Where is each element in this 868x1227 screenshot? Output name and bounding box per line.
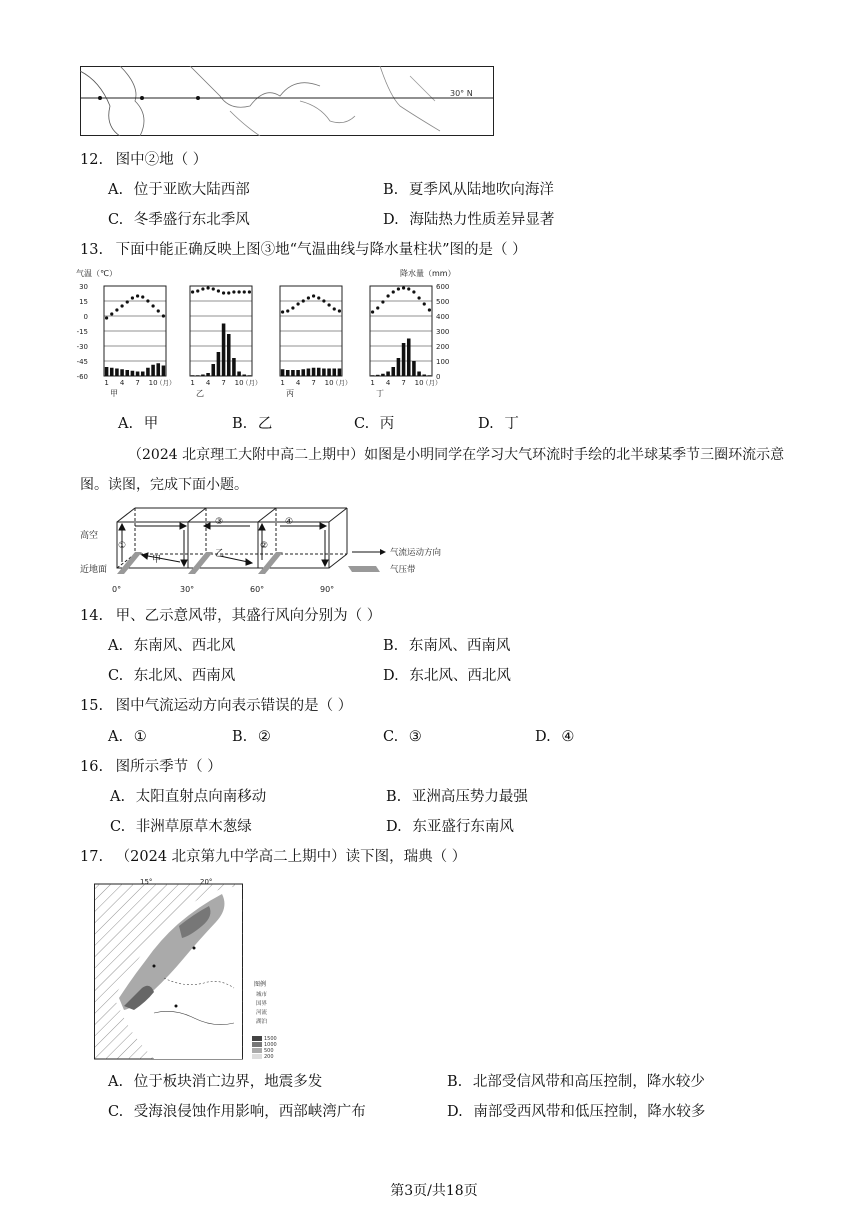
month-tick: 4 — [295, 379, 301, 387]
question-number: 17. — [80, 849, 104, 865]
temp-point — [146, 299, 149, 302]
precip-bar — [248, 375, 252, 376]
q14-option-a[interactable]: A. 东南风、西北风 — [108, 638, 236, 654]
question-13 — [80, 240, 527, 260]
precip-bar — [291, 370, 295, 376]
q16-option-c[interactable]: C. 非洲草原草木葱绿 — [110, 819, 252, 835]
temp-point — [232, 290, 235, 293]
question-number: 12. — [80, 152, 104, 168]
precip-bar — [222, 324, 226, 377]
precip-bar — [156, 363, 160, 376]
q17-option-d[interactable]: D. 南部受西风带和低压控制，降水较多 — [447, 1104, 706, 1120]
precip-bar — [301, 369, 305, 376]
temp-point — [327, 303, 330, 306]
month-tick: 4 — [385, 379, 391, 387]
temp-point — [162, 314, 165, 317]
precip-bar — [296, 370, 300, 376]
temp-point — [115, 308, 118, 311]
panel-name: 乙 — [196, 389, 204, 398]
legend-pressure-belt: 气压带 — [390, 565, 416, 575]
question-stem: 甲、乙示意风带，其盛行风向分别为（ ） — [115, 608, 382, 624]
legend-elev-3: 200 — [264, 1054, 274, 1060]
cell-label-4: ④ — [285, 517, 294, 527]
precip-bar — [211, 364, 215, 376]
precip-bar — [141, 372, 145, 377]
temp-tick: -30 — [76, 343, 88, 351]
latitude-label: 30° N — [450, 89, 473, 98]
question-17 — [80, 847, 466, 867]
temp-tick: -15 — [76, 328, 88, 336]
precip-bar — [386, 372, 390, 377]
month-tick: 7 — [401, 379, 406, 387]
q17-option-c[interactable]: C. 受海浪侵蚀作用影响，西部峡湾广布 — [108, 1104, 366, 1120]
temp-point — [136, 294, 139, 297]
precip-bar — [281, 369, 285, 376]
temp-point — [286, 309, 289, 312]
precip-bar — [286, 370, 290, 376]
precip-tick: 600 — [436, 283, 450, 291]
temp-point — [322, 299, 325, 302]
question-number: 13. — [80, 242, 104, 258]
q15-option-d[interactable]: D. ④ — [535, 729, 575, 745]
surface-label: 近地面 — [80, 565, 108, 575]
temp-point — [386, 294, 389, 297]
legend-elev-1: 1000 — [264, 1042, 277, 1048]
lat-label-60: 60° — [250, 585, 265, 594]
precip-bar — [120, 369, 124, 376]
precip-bar — [317, 368, 321, 376]
precip-bar — [322, 369, 326, 377]
temp-point — [201, 287, 204, 290]
temp-point — [423, 302, 426, 305]
precip-bar — [201, 375, 205, 377]
map-legend — [252, 980, 277, 1060]
question-stem: （2024 北京第九中学高二上期中）读下图，瑞典（ ） — [115, 849, 467, 865]
temp-point — [212, 287, 215, 290]
q14-option-c[interactable]: C. 东北风、西南风 — [108, 668, 236, 684]
temp-point — [392, 290, 395, 293]
legend-elev-0: 1500 — [264, 1036, 277, 1042]
temp-point — [131, 296, 134, 299]
legend-item-0: 城市 — [256, 992, 268, 998]
precip-bar — [397, 358, 401, 376]
passage-intro: （2024 北京理工大附中高二上期中）如图是小明同学在学习大气环流时手绘的北半球某季节三圈环流示意图。读图，完成下面小题。 — [80, 447, 785, 493]
precip-bar — [422, 375, 426, 377]
temp-point — [157, 309, 160, 312]
question-15 — [80, 696, 352, 716]
q17-option-a[interactable]: A. 位于板块消亡边界，地震多发 — [108, 1074, 323, 1090]
page-footer: 第3页/共18页 — [390, 1183, 478, 1199]
month-tick: 10 — [234, 379, 244, 387]
precip-bar — [105, 367, 109, 376]
lon-label-15: 15° — [140, 878, 153, 886]
temp-point — [317, 296, 320, 299]
belt-label-jia: 甲 — [152, 555, 162, 565]
precip-bar — [412, 361, 416, 376]
precip-bar — [110, 368, 114, 376]
cell-label-1: ① — [118, 541, 127, 551]
temp-point — [248, 290, 251, 293]
temp-point — [371, 310, 374, 313]
temp-tick: -45 — [76, 358, 88, 366]
precip-bar — [162, 366, 166, 377]
month-unit: （月） — [242, 379, 262, 387]
q14-option-b[interactable]: B. 东南风、西南风 — [383, 638, 511, 654]
temp-point — [281, 310, 284, 313]
lon-label-20: 20° — [200, 878, 213, 886]
month-unit: （月） — [156, 379, 176, 387]
precip-bar — [332, 369, 336, 377]
q15-option-b[interactable]: B. ② — [232, 729, 271, 745]
precip-bar — [391, 367, 395, 376]
precip-tick: 300 — [436, 328, 450, 336]
temp-point — [191, 290, 194, 293]
world-map-fragment — [80, 66, 494, 136]
temp-point — [110, 312, 113, 315]
q16-option-d[interactable]: D. 东亚盛行东南风 — [386, 819, 514, 835]
legend-item-3: 湖泊 — [256, 1019, 268, 1025]
question-number: 15. — [80, 698, 104, 714]
month-tick: 10 — [414, 379, 424, 387]
temp-point — [227, 291, 230, 294]
temp-point — [428, 308, 431, 311]
q13-option-c[interactable]: C. 丙 — [354, 416, 395, 432]
q13-option-a[interactable]: A. 甲 — [118, 416, 159, 432]
month-tick: 1 — [190, 379, 195, 387]
q13-option-d[interactable]: D. 丁 — [478, 416, 519, 432]
temp-point — [120, 304, 123, 307]
legend-item-1: 国界 — [256, 1001, 268, 1007]
belt-label-yi: 乙 — [215, 549, 225, 559]
precip-bar — [407, 339, 411, 377]
precip-bar — [312, 368, 316, 376]
precip-bar — [237, 372, 241, 377]
temp-point — [307, 296, 310, 299]
precip-bar — [151, 365, 155, 376]
precip-bar — [136, 372, 140, 377]
month-tick: 7 — [311, 379, 316, 387]
precip-bar — [131, 371, 135, 376]
question-14 — [80, 606, 381, 626]
precip-bar — [371, 375, 375, 376]
precip-bar — [242, 375, 246, 377]
precip-bar — [376, 375, 380, 376]
legend-title: 图例 — [254, 981, 267, 988]
temp-point — [243, 290, 246, 293]
precip-bar — [232, 358, 236, 376]
temp-point — [237, 290, 240, 293]
temp-point — [141, 295, 144, 298]
precip-tick: 0 — [436, 373, 441, 381]
legend-airflow: 气流运动方向 — [390, 548, 442, 558]
temp-point — [402, 286, 405, 289]
precip-bar — [227, 334, 231, 376]
right-axis-label: 降水量（mm） — [400, 269, 456, 278]
panel-name: 丙 — [286, 389, 294, 398]
panel-name: 甲 — [110, 389, 118, 398]
temp-point — [397, 287, 400, 290]
legend-item-2: 河流 — [256, 1010, 268, 1016]
temp-point — [217, 289, 220, 292]
panel-name: 丁 — [376, 389, 384, 398]
temp-point — [417, 296, 420, 299]
month-tick: 4 — [205, 379, 211, 387]
precip-tick: 100 — [436, 358, 450, 366]
q16-option-a[interactable]: A. 太阳直射点向南移动 — [110, 789, 267, 805]
temp-point — [206, 286, 209, 289]
temp-point — [407, 287, 410, 290]
q16-option-b[interactable]: B. 亚洲高压势力最强 — [386, 789, 528, 805]
scandinavia-map — [94, 878, 284, 1060]
temp-tick: 15 — [79, 298, 88, 306]
upper-air-label: 高空 — [80, 531, 99, 541]
temp-point — [222, 291, 225, 294]
q15-option-c[interactable]: C. ③ — [383, 729, 422, 745]
question-12 — [80, 150, 207, 170]
precip-tick: 400 — [436, 313, 450, 321]
precip-bar — [115, 369, 119, 377]
lat-label-30: 30° — [180, 585, 195, 594]
question-stem: 下面中能正确反映上图③地“气温曲线与降水量柱状”图的是（ ） — [115, 242, 527, 258]
temp-point — [291, 306, 294, 309]
month-tick: 4 — [119, 379, 125, 387]
temp-point — [126, 300, 129, 303]
precip-bar — [125, 370, 129, 376]
precip-bar — [417, 372, 421, 377]
temp-point — [333, 307, 336, 310]
question-stem: 图中气流运动方向表示错误的是（ ） — [115, 698, 353, 714]
temp-tick: 30 — [79, 283, 88, 291]
question-number: 16. — [80, 759, 104, 775]
temp-point — [338, 309, 341, 312]
question-number: 14. — [80, 608, 104, 624]
temp-point — [105, 316, 108, 319]
climate-charts — [74, 266, 464, 406]
lat-label-0: 0° — [112, 585, 122, 594]
precip-bar — [146, 368, 150, 376]
q17-option-b[interactable]: B. 北部受信风带和高压控制，降水较少 — [447, 1074, 705, 1090]
month-tick: 7 — [135, 379, 140, 387]
temp-point — [296, 302, 299, 305]
month-tick: 10 — [148, 379, 158, 387]
month-tick: 10 — [324, 379, 334, 387]
cell-label-3: ③ — [215, 517, 224, 527]
precip-bar — [196, 375, 200, 376]
q12-option-a[interactable]: A. 位于亚欧大陆西部 — [108, 182, 250, 198]
question-stem: 图所示季节（ ） — [115, 759, 222, 775]
month-tick: 1 — [280, 379, 285, 387]
q12-option-c[interactable]: C. 冬季盛行东北季风 — [108, 212, 250, 228]
question-stem: 图中②地（ ） — [115, 152, 208, 168]
q12-option-d[interactable]: D. 海陆热力性质差异显著 — [383, 212, 555, 228]
precip-bar — [402, 343, 406, 376]
precip-bar — [327, 369, 331, 377]
month-unit: （月） — [422, 379, 442, 387]
temp-point — [412, 290, 415, 293]
precip-bar — [217, 352, 221, 376]
cell-label-2: ② — [260, 541, 269, 551]
month-tick: 7 — [221, 379, 226, 387]
precip-bar — [338, 369, 342, 377]
left-axis-label: 气温（℃） — [76, 269, 117, 278]
q13-option-b[interactable]: B. 乙 — [232, 416, 273, 432]
lat-label-90: 90° — [320, 585, 335, 594]
precip-tick: 500 — [436, 298, 450, 306]
q14-option-d[interactable]: D. 东北风、西北风 — [383, 668, 511, 684]
q15-option-a[interactable]: A. ① — [108, 729, 147, 745]
temp-point — [381, 300, 384, 303]
precip-bar — [428, 375, 432, 376]
question-16 — [80, 757, 222, 777]
month-tick: 1 — [370, 379, 375, 387]
month-tick: 1 — [104, 379, 109, 387]
temp-point — [376, 306, 379, 309]
legend-elev-2: 500 — [264, 1048, 274, 1054]
temp-tick: -60 — [76, 373, 88, 381]
precip-bar — [307, 369, 311, 377]
temp-point — [196, 289, 199, 292]
precip-bar — [206, 373, 210, 376]
precip-bar — [381, 374, 385, 376]
temp-tick: 0 — [83, 313, 88, 321]
precip-tick: 200 — [436, 343, 450, 351]
circulation-diagram — [80, 500, 460, 595]
q12-option-b[interactable]: B. 夏季风从陆地吹向海洋 — [383, 182, 554, 198]
temp-point — [151, 304, 154, 307]
month-unit: （月） — [332, 379, 352, 387]
temp-point — [312, 294, 315, 297]
temp-point — [302, 299, 305, 302]
precip-bar — [191, 375, 195, 376]
